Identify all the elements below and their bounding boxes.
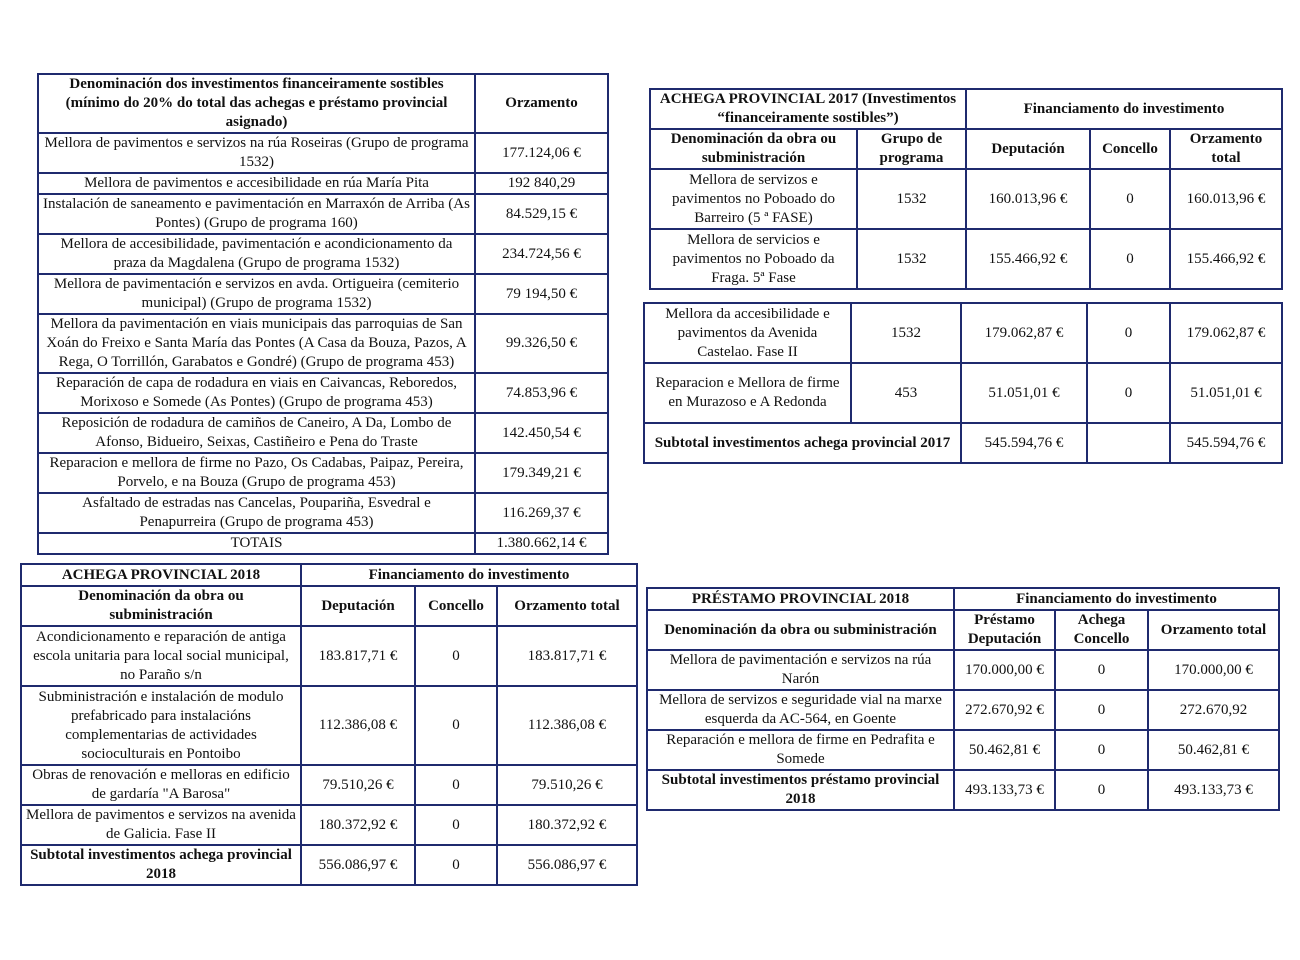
investment-name: Mellora da pavimentación en viais municipais das parroquias de San Xoán do Freixo e Santa María das Pontes (A Casa da Bouza, Pazos, A Rega, O Torrillón, Garabatos e Gondré) (Grupo de programa 453) — [38, 314, 475, 373]
total-label: TOTAIS — [38, 533, 475, 554]
work-name: Mellora de servizos e seguridade vial na marxe esquerda da AC-564, en Goente — [647, 690, 954, 730]
subtotal-total: 493.133,73 € — [1148, 770, 1279, 810]
prestamo-2018-title: PRÉSTAMO PROVINCIAL 2018 — [647, 588, 954, 610]
total-amount: 51.051,01 € — [1170, 363, 1282, 423]
concello-amount: 0 — [1087, 303, 1170, 363]
header-program-group: Grupo de programa — [857, 129, 966, 169]
subtotal-label: Subtotal investimentos achega provincial 2018 — [21, 845, 301, 885]
total-amount: 112.386,08 € — [497, 686, 637, 765]
deputacion-amount: 180.372,92 € — [301, 805, 415, 845]
subtotal-label: Subtotal investimentos préstamo provincial 2018 — [647, 770, 954, 810]
total-amount: 170.000,00 € — [1148, 650, 1279, 690]
subtotal-total: 556.086,97 € — [497, 845, 637, 885]
program-group: 1532 — [851, 303, 961, 363]
subtotal-concello — [1087, 423, 1170, 463]
header-work-name: Denominación da obra ou subministración — [650, 129, 857, 169]
investment-name: Asfaltado de estradas nas Cancelas, Poupariña, Esvedral e Penapurreira (Grupo de programa 453) — [38, 493, 475, 533]
program-group: 1532 — [857, 169, 966, 229]
investment-name: Mellora de pavimentación e servizos en avda. Ortigueira (cemiterio municipal) (Grupo de programa 1532) — [38, 274, 475, 314]
deputacion-amount: 179.062,87 € — [961, 303, 1087, 363]
total-amount: 183.817,71 € — [497, 626, 637, 686]
header-work-name: Denominación da obra ou subministración — [21, 586, 301, 626]
program-group: 453 — [851, 363, 961, 423]
investment-name: Mellora de pavimentos e accesibilidade en rúa María Pita — [38, 173, 475, 194]
header-total-budget: Orzamento total — [497, 586, 637, 626]
sustainable-investments-table — [37, 73, 609, 555]
subtotal-concello: 0 — [415, 845, 497, 885]
total-amount: 180.372,92 € — [497, 805, 637, 845]
work-name: Mellora da accesibilidade e pavimentos da Avenida Castelao. Fase II — [644, 303, 851, 363]
concello-amount: 0 — [415, 686, 497, 765]
total-amount: 272.670,92 — [1148, 690, 1279, 730]
header-investment-name: Denominación dos investimentos financeiramente sostibles (mínimo do 20% do total das achegas e préstamo provincial asignado) — [38, 74, 475, 133]
investment-budget: 234.724,56 € — [475, 234, 608, 274]
prestamo-2018-table — [646, 587, 1280, 811]
financing-header: Financiamento do investimento — [301, 564, 637, 586]
subtotal-deputacion: 556.086,97 € — [301, 845, 415, 885]
work-name: Obras de renovación e melloras en edificio de gardaría "A Barosa" — [21, 765, 301, 805]
prestamo-amount: 170.000,00 € — [954, 650, 1055, 690]
header-deputacion: Deputación — [966, 129, 1090, 169]
deputacion-amount: 155.466,92 € — [966, 229, 1090, 289]
subtotal-label: Subtotal investimentos achega provincial 2017 — [644, 423, 961, 463]
header-work-name: Denominación da obra ou subministración — [647, 610, 954, 650]
work-name: Mellora de pavimentación e servizos na rúa Narón — [647, 650, 954, 690]
financing-header: Financiamento do investimento — [966, 89, 1282, 129]
prestamo-amount: 272.670,92 € — [954, 690, 1055, 730]
financing-header: Financiamento do investimento — [954, 588, 1279, 610]
work-name: Reparacion e Mellora de firme en Murazoso e A Redonda — [644, 363, 851, 423]
investment-budget: 116.269,37 € — [475, 493, 608, 533]
achega-amount: 0 — [1055, 690, 1148, 730]
header-deputacion: Deputación — [301, 586, 415, 626]
achega-2018-table — [20, 563, 638, 886]
program-group: 1532 — [857, 229, 966, 289]
work-name: Mellora de pavimentos e servizos na avenida de Galicia. Fase II — [21, 805, 301, 845]
investment-name: Mellora de pavimentos e servizos na rúa Roseiras (Grupo de programa 1532) — [38, 133, 475, 173]
investment-budget: 177.124,06 € — [475, 133, 608, 173]
deputacion-amount: 160.013,96 € — [966, 169, 1090, 229]
work-name: Acondicionamento e reparación de antiga escola unitaria para local social municipal, no Paraño s/n — [21, 626, 301, 686]
subtotal-deputacion: 545.594,76 € — [961, 423, 1087, 463]
subtotal-total: 545.594,76 € — [1170, 423, 1282, 463]
deputacion-amount: 183.817,71 € — [301, 626, 415, 686]
subtotal-prestamo: 493.133,73 € — [954, 770, 1055, 810]
concello-amount: 0 — [415, 805, 497, 845]
investment-budget: 74.853,96 € — [475, 373, 608, 413]
total-amount: 160.013,96 € — [1170, 169, 1282, 229]
total-amount: 79.510,26 € — [497, 765, 637, 805]
total-amount: 50.462,81 € — [1148, 730, 1279, 770]
total-value: 1.380.662,14 € — [475, 533, 608, 554]
concello-amount: 0 — [1090, 229, 1170, 289]
deputacion-amount: 112.386,08 € — [301, 686, 415, 765]
investment-budget: 142.450,54 € — [475, 413, 608, 453]
achega-2017-table-continued — [643, 302, 1283, 464]
prestamo-amount: 50.462,81 € — [954, 730, 1055, 770]
header-prestamo: Préstamo Deputación — [954, 610, 1055, 650]
investment-budget: 84.529,15 € — [475, 194, 608, 234]
work-name: Mellora de servicios e pavimentos no Poboado da Fraga. 5ª Fase — [650, 229, 857, 289]
investment-name: Instalación de saneamento e pavimentación en Marraxón de Arriba (As Pontes) (Grupo de programa 160) — [38, 194, 475, 234]
achega-amount: 0 — [1055, 730, 1148, 770]
concello-amount: 0 — [1090, 169, 1170, 229]
deputacion-amount: 79.510,26 € — [301, 765, 415, 805]
investment-name: Reparación de capa de rodadura en viais en Caivancas, Reboredos, Morixoso e Somede (As Pontes) (Grupo de programa 453) — [38, 373, 475, 413]
investment-budget: 192 840,29 — [475, 173, 608, 194]
work-name: Subministración e instalación de modulo prefabricado para instalacións complementarias de actividades socioculturais en Pontoibo — [21, 686, 301, 765]
work-name: Reparación e mellora de firme en Pedrafita e Somede — [647, 730, 954, 770]
header-total-budget: Orzamento total — [1170, 129, 1282, 169]
total-amount: 155.466,92 € — [1170, 229, 1282, 289]
investment-budget: 99.326,50 € — [475, 314, 608, 373]
concello-amount: 0 — [1087, 363, 1170, 423]
deputacion-amount: 51.051,01 € — [961, 363, 1087, 423]
header-concello: Concello — [1090, 129, 1170, 169]
investment-name: Reposición de rodadura de camiños de Caneiro, A Da, Lombo de Afonso, Bidueiro, Seixas, Castiñeiro e Pena do Traste — [38, 413, 475, 453]
concello-amount: 0 — [415, 626, 497, 686]
investment-name: Mellora de accesibilidade, pavimentación e acondicionamento da praza da Magdalena (Grupo de programa 1532) — [38, 234, 475, 274]
total-amount: 179.062,87 € — [1170, 303, 1282, 363]
work-name: Mellora de servizos e pavimentos no Poboado do Barreiro (5 ª FASE) — [650, 169, 857, 229]
achega-2018-title: ACHEGA PROVINCIAL 2018 — [21, 564, 301, 586]
achega-2017-title: ACHEGA PROVINCIAL 2017 (Investimentos “financeiramente sostibles”) — [650, 89, 966, 129]
achega-amount: 0 — [1055, 650, 1148, 690]
header-budget: Orzamento — [475, 74, 608, 133]
investment-budget: 79 194,50 € — [475, 274, 608, 314]
header-total-budget: Orzamento total — [1148, 610, 1279, 650]
investment-budget: 179.349,21 € — [475, 453, 608, 493]
investment-name: Reparacion e mellora de firme no Pazo, Os Cadabas, Paipaz, Pereira, Porvelo, e na Bouza (Grupo de programa 453) — [38, 453, 475, 493]
header-concello: Concello — [415, 586, 497, 626]
concello-amount: 0 — [415, 765, 497, 805]
achega-2017-table — [649, 88, 1283, 290]
subtotal-achega: 0 — [1055, 770, 1148, 810]
header-achega: Achega Concello — [1055, 610, 1148, 650]
